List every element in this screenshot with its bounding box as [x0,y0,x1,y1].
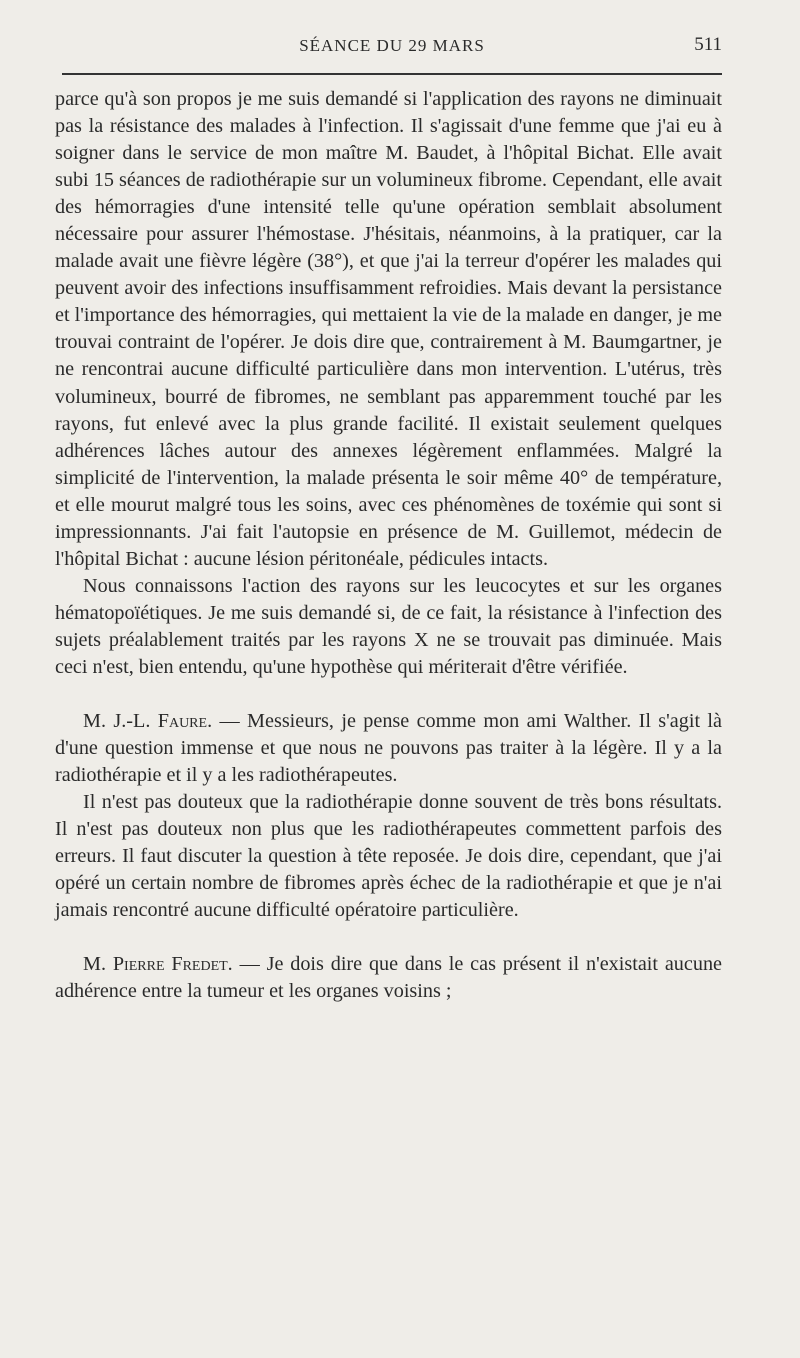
paragraph-1 [55,86,722,573]
body-text [55,86,722,1006]
header-rule [62,73,722,75]
page-number: 511 [694,34,722,55]
paragraph-3 [55,708,722,789]
paragraph-text: Il n'est pas douteux que la radiothérapie donne souvent de très bons résultats. Il n'est pas douteux non plus que les radiothérapeutes commettent parfois des erreurs. Il faut discuter la question à tête reposée. Je dois dire, cependant, que j'ai opéré un certain nombre de fibromes après échec de la radiothérapie et que je n'ai jamais rencontré aucune difficulté opératoire particulière. [55,791,722,922]
paragraph-text: — Messieurs, je pense comme mon ami Walther. Il s'agit là d'une question immense et que nous ne pouvons pas traiter à la légère. Il y a la radiothérapie et il y a les radiothérapeutes. [55,710,723,787]
paragraph-4 [55,789,722,924]
speaker-name: M. Pierre Fredet. [83,953,233,976]
paragraph-text: parce qu'à son propos je me suis demandé si l'application des rayons ne diminuait pas la résistance des malades à l'infection. Il s'agissait d'une femme que j'ai eu à soigner dans le service de mon maître M. Baudet, à l'hôpital Bichat. Elle avait subi 15 séances de radiothérapie sur un volumineux fibrome. Cependant, elle avait des hémorragies d'une intensité telle qu'une opération semblait absolument nécessaire pour assurer l'hémostase. J'hésitais, néanmoins, à la pratiquer, car la malade avait une fièvre légère (38°), et que j'ai la terreur d'opérer les malades qui peuvent avoir des infections insuffisamment refroidies. Mais devant la persistance et l'importance des hémorragies, qui mettaient la vie de la malade en danger, je me trouvai contraint de l'opérer. Je dois dire que, contrairement à M. Baumgartner, je ne rencontrai aucune difficulté particulière dans mon intervention. L'utérus, très volumineux, bourré de fibromes, ne semblant pas apparemment touché par les rayons, fut enlevé avec la plus grande facilité. Il existait seulement quelques adhérences lâches autour des annexes légèrement enflammées. Malgré la simplicité de l'intervention, la malade présenta le soir même 40° de température, et elle mourut malgré tous les soins, avec ces phénomènes de toxémie qui sont si impressionnants. J'ai fait l'autopsie en présence de M. Guillemot, médecin de l'hôpital Bichat : aucune lésion péritonéale, pédicules intacts. [55,88,722,570]
paragraph-text: Nous connaissons l'action des rayons sur les leucocytes et sur les organes hématopoïétiques. Je me suis demandé si, de ce fait, la résistance à l'infection des sujets préalablement traités par les rayons X ne se trouvait pas diminuée. Mais ceci n'est, bien entendu, qu'une hypothèse qui mériterait d'être vérifiée. [55,574,722,678]
speaker-name: M. J.-L. Faure. [83,710,213,733]
paragraph-2 [55,573,722,681]
running-title: SÉANCE DU 29 MARS [299,36,485,55]
paragraph-5 [55,951,722,1005]
paragraph-text: — Je dois dire que dans le cas présent il n'existait aucune adhérence entre la tumeur et les organes voisins ; [55,953,723,1003]
page-header [62,32,722,66]
